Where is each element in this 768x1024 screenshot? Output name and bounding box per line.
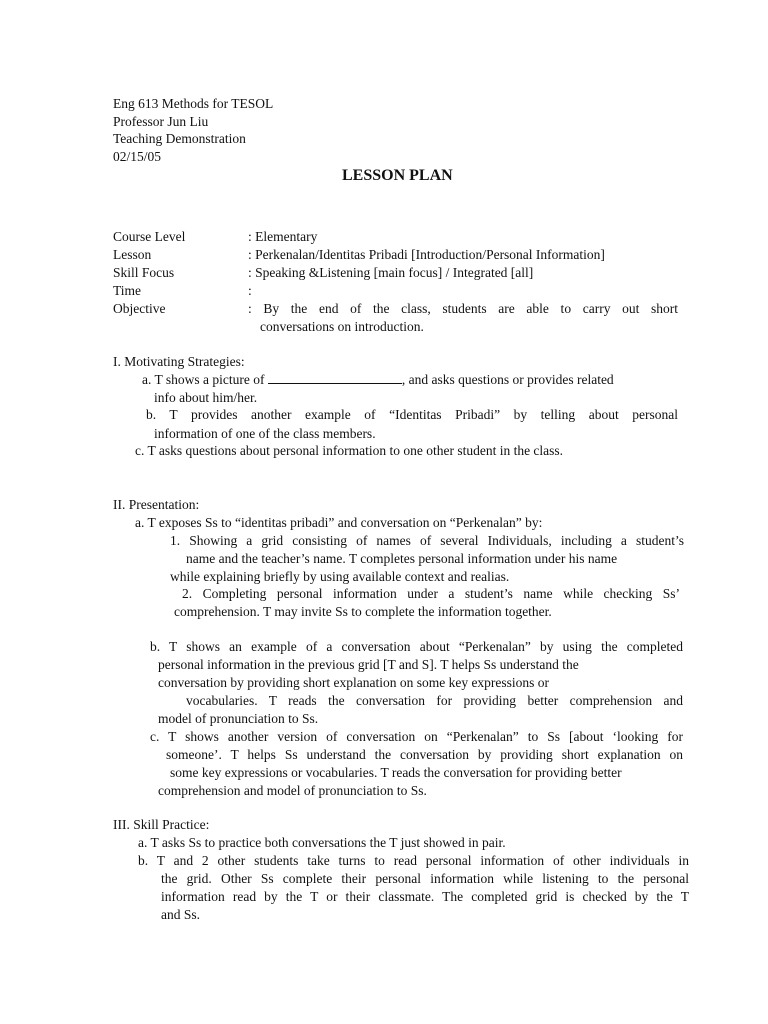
section-2-item-b-cont-3: vocabularies. T reads the conversation for providing better comprehension and — [186, 693, 683, 708]
info-value-lesson: : Perkenalan/Identitas Pribadi [Introduction/Personal Information] — [248, 247, 605, 262]
section-2-item-b: b. T shows an example of a conversation about “Perkenalan” by using the completed — [150, 639, 683, 654]
section-2-item-b-cont-1: personal information in the previous grid [T and S]. T helps Ss understand the — [158, 657, 579, 672]
info-label-objective: Objective — [113, 301, 166, 316]
activity-name: Teaching Demonstration — [113, 131, 246, 146]
info-value-course-level: : Elementary — [248, 229, 318, 244]
info-label-skill-focus: Skill Focus — [113, 265, 175, 280]
info-label-lesson: Lesson — [113, 247, 152, 262]
info-value-time: : — [248, 283, 252, 298]
section-3-item-b-cont-3: and Ss. — [161, 907, 201, 922]
section-1-item-c: c. T asks questions about personal information to one other student in the class. — [135, 443, 564, 458]
course-name: Eng 613 Methods for TESOL — [113, 96, 274, 111]
section-2-item-b-cont-4: model of pronunciation to Ss. — [158, 711, 319, 726]
section-2-item-a2-cont: comprehension. T may invite Ss to complete the information together. — [174, 604, 552, 619]
professor-name: Professor Jun Liu — [113, 114, 209, 129]
section-3-item-b: b. T and 2 other students take turns to read personal information of other individuals in — [138, 853, 689, 868]
section-1-item-a-cont: info about him/her. — [154, 390, 258, 405]
section-2-item-c-cont-2: some key expressions or vocabularies. T reads the conversation for providing better — [170, 765, 622, 780]
section-3-item-b-cont-2: information read by the T or their classmate. The completed grid is checked by the T — [161, 889, 689, 904]
fill-in-blank — [268, 371, 402, 384]
section-1-item-a — [142, 371, 614, 389]
section-2-item-c-cont-1: someone’. T helps Ss understand the conversation by providing short explanation on — [166, 747, 683, 762]
section-1-item-b: b. T provides another example of “Identitas Pribadi” by telling about personal — [146, 407, 678, 422]
section-1-item-b-cont: information of one of the class members. — [154, 426, 376, 441]
section-2-item-a1: 1. Showing a grid consisting of names of several Individuals, including a student’s — [170, 533, 684, 548]
section-3-item-b-cont-1: the grid. Other Ss complete their personal information while listening to the personal — [161, 871, 689, 886]
date: 02/15/05 — [113, 149, 162, 164]
section-2-item-a1-cont-1: name and the teacher’s name. T completes personal information under his name — [186, 551, 618, 566]
info-label-course-level: Course Level — [113, 229, 186, 244]
section-2-item-a: a. T exposes Ss to “identitas pribadi” and conversation on “Perkenalan” by: — [135, 515, 543, 530]
section-2-item-b-cont-2: conversation by providing short explanation on some key expressions or — [158, 675, 550, 690]
info-value-objective: : By the end of the class, students are able to carry out short — [248, 301, 678, 316]
section-2-item-a1-cont-2: while explaining briefly by using available context and realias. — [170, 569, 510, 584]
info-label-time: Time — [113, 283, 142, 298]
section-3-item-a: a. T asks Ss to practice both conversations the T just showed in pair. — [138, 835, 506, 850]
section-1-item-a-text-1: a. T shows a picture of — [142, 372, 268, 387]
section-1-item-a-text-2: , and asks questions or provides related — [401, 372, 614, 387]
section-1-heading: I. Motivating Strategies: — [113, 354, 245, 369]
section-2-item-c: c. T shows another version of conversation on “Perkenalan” to Ss [about ‘looking for — [150, 729, 683, 744]
info-value-skill-focus: : Speaking &Listening [main focus] / Integrated [all] — [248, 265, 534, 280]
info-value-objective-cont: conversations on introduction. — [260, 319, 424, 334]
section-3-heading: III. Skill Practice: — [113, 817, 210, 832]
section-2-item-a2: 2. Completing personal information under a student’s name while checking Ss’ — [182, 586, 680, 601]
section-2-heading: II. Presentation: — [113, 497, 200, 512]
page-title: LESSON PLAN — [342, 167, 453, 184]
section-2-item-c-cont-3: comprehension and model of pronunciation to Ss. — [158, 783, 427, 798]
